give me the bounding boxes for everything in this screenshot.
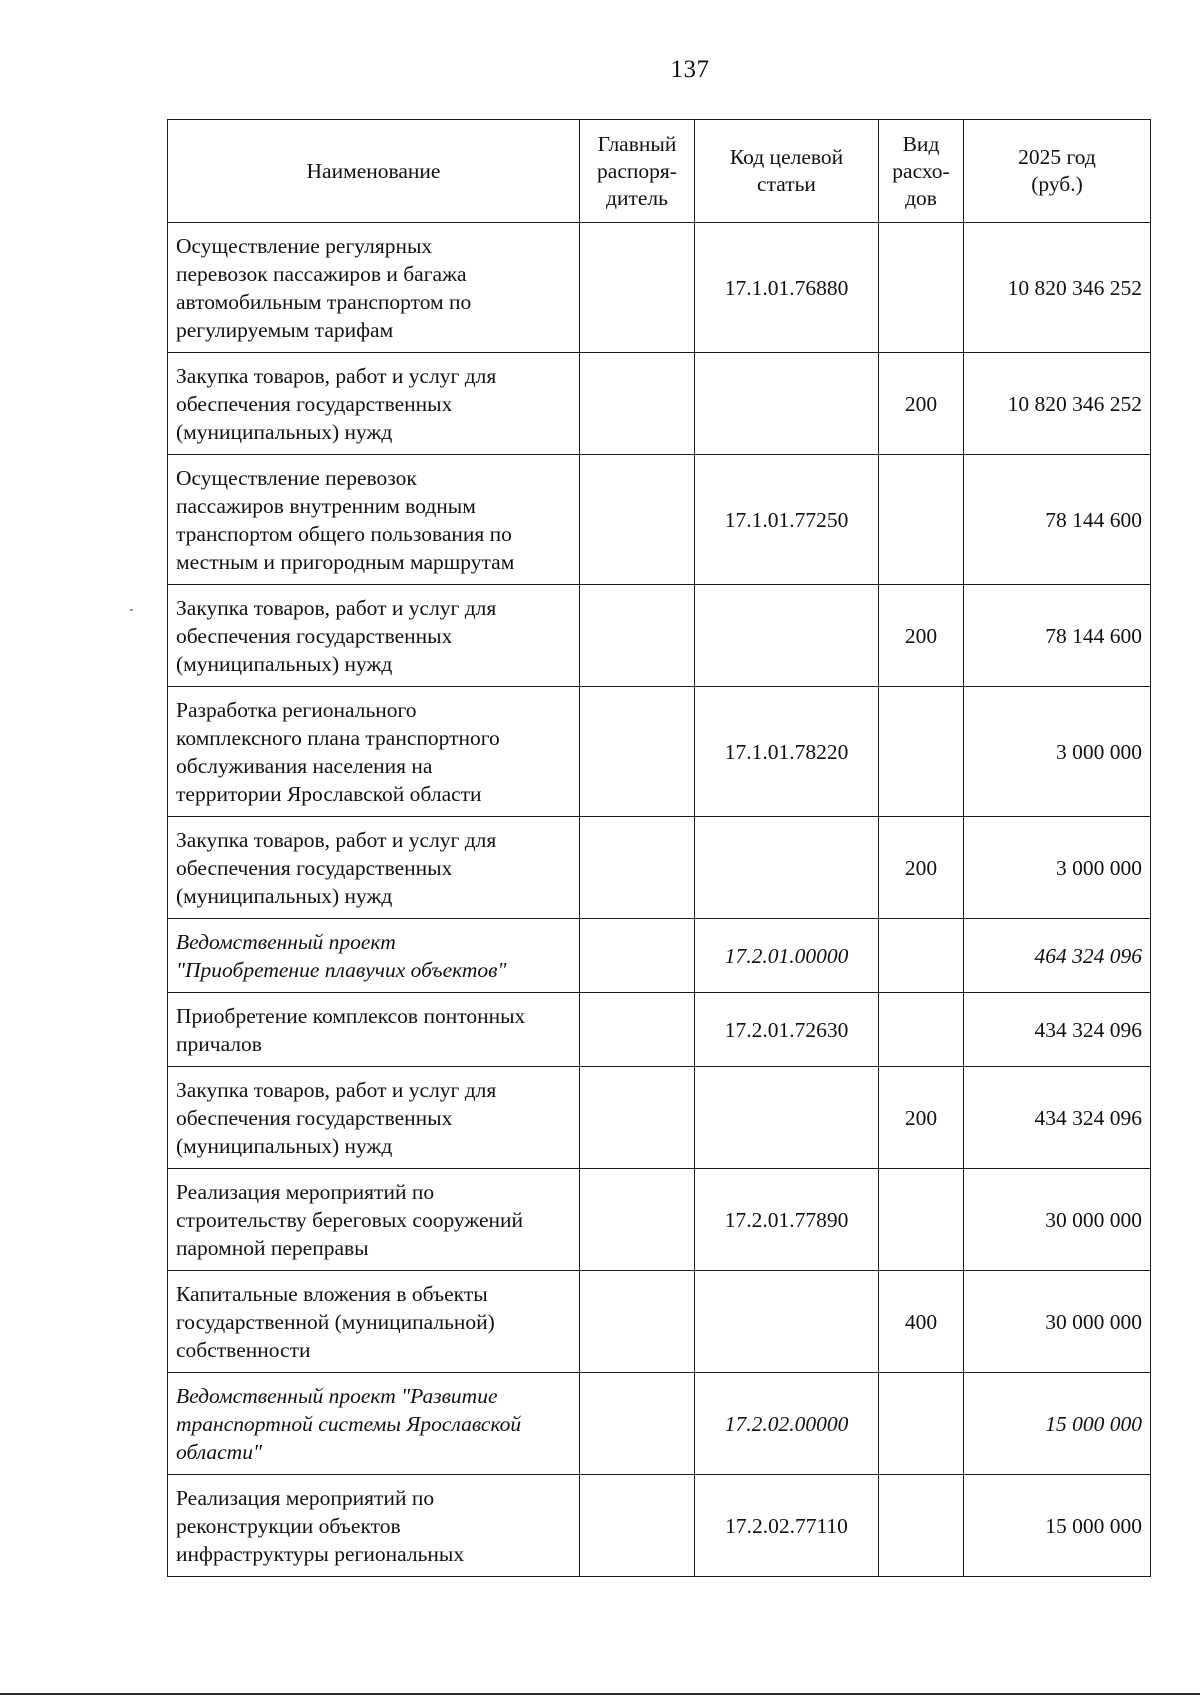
- cell-code: 17.2.01.00000: [695, 919, 879, 993]
- cell-name-line: перевозок пассажиров и багажа: [176, 261, 467, 286]
- cell-code: 17.2.01.72630: [695, 993, 879, 1067]
- cell-code: [695, 1271, 879, 1373]
- cell-name-line: Закупка товаров, работ и услуг для: [176, 595, 497, 620]
- cell-name-line: Разработка регионального: [176, 697, 417, 722]
- cell-name-line: обеспечения государственных: [176, 855, 453, 880]
- cell-name: [168, 353, 580, 455]
- cell-amount: 30 000 000: [964, 1169, 1151, 1271]
- cell-code: 17.2.02.77110: [695, 1475, 879, 1577]
- cell-name-line: Закупка товаров, работ и услуг для: [176, 827, 497, 852]
- cell-name-line: Реализация мероприятий по: [176, 1485, 435, 1510]
- cell-name: [168, 1373, 580, 1475]
- table-row: [168, 455, 1151, 585]
- cell-name-line: Закупка товаров, работ и услуг для: [176, 363, 497, 388]
- header-manager-line: распоря-: [597, 158, 677, 183]
- cell-amount: 3 000 000: [964, 687, 1151, 817]
- cell-code: 17.1.01.78220: [695, 687, 879, 817]
- cell-code: [695, 585, 879, 687]
- header-code-line: Код целевой: [729, 145, 844, 169]
- cell-name: [168, 1271, 580, 1373]
- cell-name-line: строительству береговых сооружений: [176, 1207, 524, 1232]
- cell-amount: 10 820 346 252: [964, 353, 1151, 455]
- header-kind-line: дов: [905, 185, 937, 210]
- table-row: [168, 223, 1151, 353]
- header-kind-line: Вид: [902, 131, 940, 156]
- cell-name: [168, 455, 580, 585]
- cell-manager: [580, 353, 695, 455]
- header-kind: [879, 120, 964, 223]
- header-manager-line: дитель: [606, 185, 668, 210]
- cell-amount: 464 324 096: [964, 919, 1151, 993]
- cell-kind: [879, 993, 964, 1067]
- header-name: [168, 120, 580, 223]
- cell-code: [695, 353, 879, 455]
- page-number: 137: [670, 56, 710, 83]
- cell-name-line: обеспечения государственных: [176, 623, 453, 648]
- cell-kind: [879, 223, 964, 353]
- cell-name: [168, 1169, 580, 1271]
- table-row: [168, 687, 1151, 817]
- cell-manager: [580, 993, 695, 1067]
- cell-amount: 10 820 346 252: [964, 223, 1151, 353]
- cell-name-line: комплексного плана транспортного: [176, 725, 500, 750]
- cell-amount: 15 000 000: [964, 1475, 1151, 1577]
- cell-name-line: территории Ярославской области: [176, 781, 482, 806]
- cell-name-line: Осуществление регулярных: [176, 233, 433, 258]
- cell-manager: [580, 1169, 695, 1271]
- cell-name: [168, 817, 580, 919]
- cell-name-line: пассажиров внутренним водным: [176, 493, 476, 518]
- cell-kind: [879, 1169, 964, 1271]
- cell-name: [168, 993, 580, 1067]
- cell-code: 17.2.01.77890: [695, 1169, 879, 1271]
- cell-manager: [580, 1067, 695, 1169]
- cell-kind: [879, 1475, 964, 1577]
- cell-amount: 434 324 096: [964, 1067, 1151, 1169]
- table-row: [168, 353, 1151, 455]
- cell-amount: 78 144 600: [964, 455, 1151, 585]
- cell-name-line: обслуживания населения на: [176, 753, 433, 778]
- cell-manager: [580, 1475, 695, 1577]
- cell-name-line: причалов: [176, 1031, 262, 1056]
- cell-manager: [580, 687, 695, 817]
- cell-name-line: Ведомственный проект: [176, 929, 396, 954]
- table-row: [168, 817, 1151, 919]
- scan-edge-line: [0, 1693, 1200, 1695]
- cell-kind: [879, 919, 964, 993]
- cell-kind: 200: [879, 1067, 964, 1169]
- header-kind-line: расхо-: [892, 158, 950, 183]
- table-row: [168, 1169, 1151, 1271]
- table-row: [168, 919, 1151, 993]
- header-year-line: (руб.): [1031, 172, 1083, 196]
- cell-name-line: обеспечения государственных: [176, 1105, 453, 1130]
- header-year-line: 2025 год: [1018, 145, 1096, 169]
- cell-kind: [879, 687, 964, 817]
- table-header-row: [168, 120, 1151, 223]
- cell-manager: [580, 1271, 695, 1373]
- cell-name-line: местным и пригородным маршрутам: [176, 549, 515, 574]
- cell-name: [168, 223, 580, 353]
- cell-name: [168, 919, 580, 993]
- cell-name-line: Капитальные вложения в объекты: [176, 1281, 488, 1306]
- cell-manager: [580, 585, 695, 687]
- cell-name-line: Ведомственный проект "Развитие: [176, 1383, 498, 1408]
- header-manager: [580, 120, 695, 223]
- cell-manager: [580, 817, 695, 919]
- table-body: [168, 223, 1151, 1577]
- budget-table-container: [167, 119, 1151, 1577]
- table-row: [168, 993, 1151, 1067]
- cell-code: 17.2.02.00000: [695, 1373, 879, 1475]
- cell-name: [168, 687, 580, 817]
- cell-amount: 30 000 000: [964, 1271, 1151, 1373]
- cell-name-line: инфраструктуры региональных: [176, 1541, 465, 1566]
- cell-name-line: обеспечения государственных: [176, 391, 453, 416]
- cell-name-line: Закупка товаров, работ и услуг для: [176, 1077, 497, 1102]
- cell-name-line: (муниципальных) нужд: [176, 419, 393, 444]
- cell-name-line: регулируемым тарифам: [176, 317, 394, 342]
- table-row: [168, 1067, 1151, 1169]
- header-code-line: статьи: [757, 172, 816, 196]
- cell-name-line: транспортом общего пользования по: [176, 521, 512, 546]
- cell-code: [695, 1067, 879, 1169]
- cell-manager: [580, 1373, 695, 1475]
- cell-name: [168, 585, 580, 687]
- table-row: [168, 585, 1151, 687]
- cell-name-line: Реализация мероприятий по: [176, 1179, 435, 1204]
- cell-name: [168, 1067, 580, 1169]
- cell-kind: [879, 1373, 964, 1475]
- budget-table: [167, 119, 1151, 1577]
- cell-name-line: области": [176, 1439, 262, 1464]
- cell-kind: 400: [879, 1271, 964, 1373]
- cell-kind: 200: [879, 585, 964, 687]
- cell-name-line: "Приобретение плавучих объектов": [176, 957, 507, 982]
- cell-code: 17.1.01.77250: [695, 455, 879, 585]
- cell-code: [695, 817, 879, 919]
- cell-amount: 78 144 600: [964, 585, 1151, 687]
- cell-amount: 3 000 000: [964, 817, 1151, 919]
- cell-name-line: (муниципальных) нужд: [176, 1133, 393, 1158]
- cell-name-line: автомобильным транспортом по: [176, 289, 472, 314]
- cell-kind: 200: [879, 353, 964, 455]
- cell-manager: [580, 223, 695, 353]
- cell-manager: [580, 455, 695, 585]
- cell-name-line: реконструкции объектов: [176, 1513, 401, 1538]
- cell-name: [168, 1475, 580, 1577]
- cell-manager: [580, 919, 695, 993]
- cell-code: 17.1.01.76880: [695, 223, 879, 353]
- cell-kind: 200: [879, 817, 964, 919]
- cell-amount: 434 324 096: [964, 993, 1151, 1067]
- table-row: [168, 1373, 1151, 1475]
- table-row: [168, 1475, 1151, 1577]
- cell-kind: [879, 455, 964, 585]
- cell-name-line: Осуществление перевозок: [176, 465, 417, 490]
- cell-name-line: (муниципальных) нужд: [176, 883, 393, 908]
- cell-name-line: транспортной системы Ярославской: [176, 1411, 522, 1436]
- cell-name-line: государственной (муниципальной): [176, 1309, 495, 1334]
- cell-name-line: паромной переправы: [176, 1235, 369, 1260]
- header-manager-line: Главный: [597, 131, 677, 156]
- table-row: [168, 1271, 1151, 1373]
- header-year: [964, 120, 1151, 223]
- header-name-text: Наименование: [306, 158, 441, 183]
- cell-name-line: собственности: [176, 1337, 311, 1362]
- cell-name-line: Приобретение комплексов понтонных: [176, 1003, 526, 1028]
- cell-amount: 15 000 000: [964, 1373, 1151, 1475]
- cell-name-line: (муниципальных) нужд: [176, 651, 393, 676]
- header-code: [695, 120, 879, 223]
- scan-speck: [130, 609, 133, 611]
